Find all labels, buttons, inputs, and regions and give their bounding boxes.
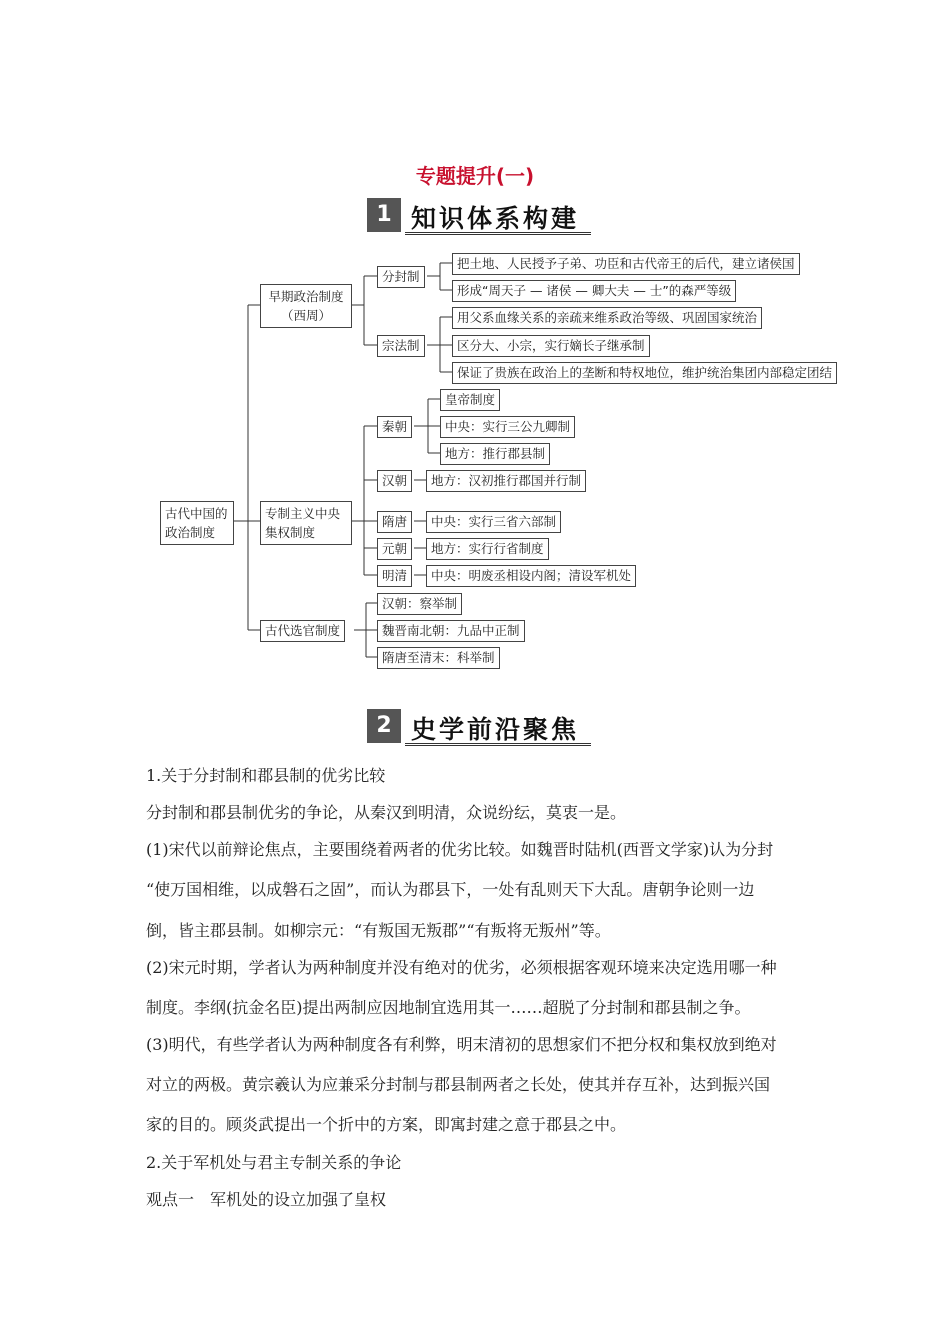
node-centralization: 专制主义中央集权制度: [260, 501, 352, 545]
paragraph: (1)宋代以前辩论焦点，主要围绕着两者的优劣比较。如魏晋时陆机(西晋文学家)认为分封: [146, 840, 774, 859]
mingqing-item: 中央：明废丞相设内阁；清设军机处: [426, 565, 636, 587]
node-han: 汉朝: [377, 470, 412, 492]
node-early-politics: [260, 284, 352, 328]
qin-item-1: 皇帝制度: [440, 389, 500, 411]
heading-1: 1.关于分封制和郡县制的优劣比较: [146, 766, 386, 785]
zongfa-item-2: 区分大、小宗，实行嫡长子继承制: [452, 335, 650, 357]
node-root: 古代中国的政治制度: [160, 501, 234, 545]
section-title: 史学前沿聚焦: [411, 715, 580, 744]
node-selection: 古代选官制度: [260, 620, 345, 642]
selection-item-1: 汉朝：察举制: [377, 593, 462, 615]
node-qin: 秦朝: [377, 416, 412, 438]
node-yuan: 元朝: [377, 538, 412, 560]
node-mingqing: 明清: [377, 565, 412, 587]
selection-item-3: 隋唐至清末：科举制: [377, 647, 500, 669]
zongfa-item-1: 用父系血缘关系的亲疏来维系政治等级、巩固国家统治: [452, 307, 762, 329]
node-suitang: 隋唐: [377, 511, 412, 533]
paragraph: 分封制和郡县制优劣的争论，从秦汉到明清，众说纷纭，莫衷一是。: [146, 803, 627, 822]
fenfeng-item-1: 把土地、人民授予子弟、功臣和古代帝王的后代，建立诸侯国: [452, 253, 800, 275]
page-title: 专题提升(一): [415, 164, 535, 188]
paragraph: 家的目的。顾炎武提出一个折中的方案，即寓封建之意于郡县之中。: [146, 1115, 627, 1134]
heading-2: 2.关于军机处与君主专制关系的争论: [146, 1153, 402, 1172]
paragraph: 倒，皆主郡县制。如柳宗元：“有叛国无叛郡”“有叛将无叛州”等。: [146, 921, 611, 940]
section-underline: [405, 743, 591, 746]
zongfa-item-3: 保证了贵族在政治上的垄断和特权地位，维护统治集团内部稳定团结: [452, 362, 837, 384]
yuan-item: 地方：实行行省制度: [426, 538, 549, 560]
qin-item-2: 中央：实行三公九卿制: [440, 416, 575, 438]
node-fenfeng: 分封制: [377, 266, 425, 288]
paragraph: 制度。李纲(抗金名臣)提出两制应因地制宜选用其一……超脱了分封制和郡县制之争。: [146, 998, 751, 1017]
section-number: 2: [367, 709, 401, 743]
paragraph: 观点一 军机处的设立加强了皇权: [146, 1190, 387, 1209]
section-header-frontier: [367, 709, 592, 747]
han-item: 地方：汉初推行郡国并行制: [426, 470, 586, 492]
section-number: 1: [367, 198, 401, 232]
paragraph: “使万国相维，以成磐石之固”，而认为郡县下，一处有乱则天下大乱。唐朝争论则一边: [146, 880, 755, 899]
section-title: 知识体系构建: [411, 204, 580, 233]
node-early-sub: （西周）: [280, 308, 331, 323]
selection-item-2: 魏晋南北朝：九品中正制: [377, 620, 525, 642]
qin-item-3: 地方：推行郡县制: [440, 443, 550, 465]
fenfeng-item-2: 形成“周天子 — 诸侯 — 卿大夫 — 士”的森严等级: [452, 280, 736, 302]
paragraph: 对立的两极。黄宗羲认为应兼采分封制与郡县制两者之长处，使其并存互补，达到振兴国: [146, 1075, 771, 1094]
suitang-item: 中央：实行三省六部制: [426, 511, 561, 533]
paragraph: (2)宋元时期，学者认为两种制度并没有绝对的优劣，必须根据客观环境来决定选用哪一种: [146, 958, 777, 977]
paragraph: (3)明代，有些学者认为两种制度各有利弊，明末清初的思想家们不把分权和集权放到绝对: [146, 1035, 777, 1054]
node-zongfa: 宗法制: [377, 335, 425, 357]
node-early-label: 早期政治制度: [268, 289, 344, 304]
